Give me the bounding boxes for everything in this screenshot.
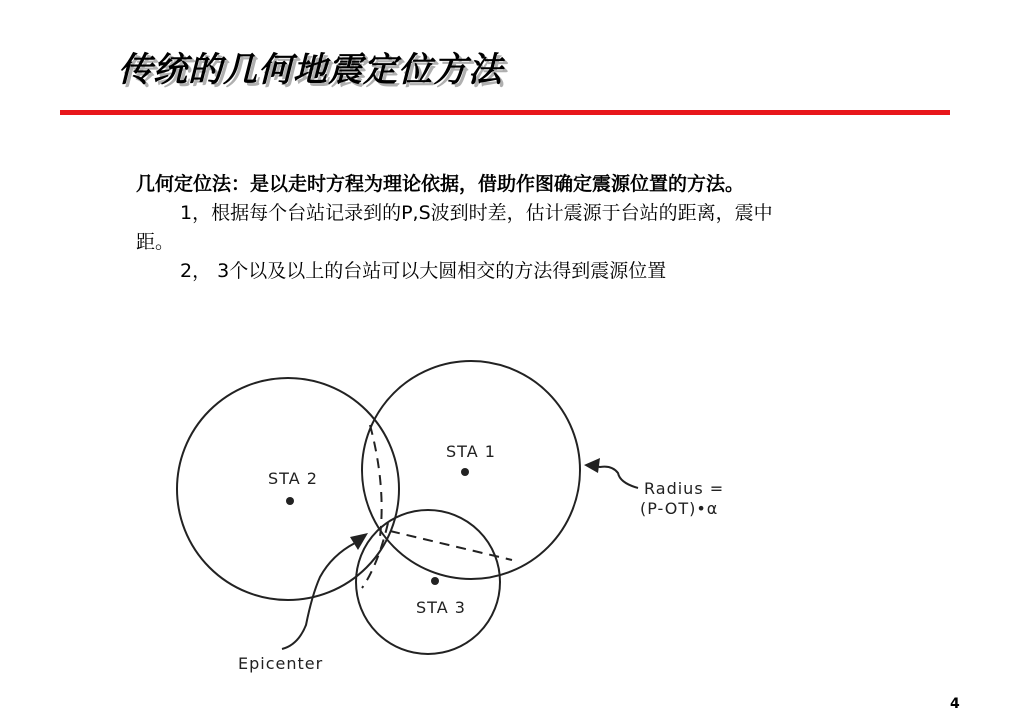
circle-intersection-diagram (150, 355, 790, 695)
page-number: 4 (950, 696, 960, 712)
step-1-paragraph: 1，根据每个台站记录到的P,S波到时差，估计震源于台站的距离，震中距。 (136, 202, 773, 253)
sta3-label: STA 3 (416, 598, 466, 617)
sta1-label: STA 1 (446, 442, 496, 461)
sta2-marker (286, 497, 294, 505)
slide-title: 传统的几何地震定位方法 (118, 50, 503, 90)
epicenter-label: Epicenter (238, 654, 324, 673)
radius-arrowhead (584, 458, 600, 473)
sta3-circle (356, 510, 500, 654)
radius-label-line1: Radius = (644, 479, 725, 498)
body-text (136, 170, 776, 286)
sta1-marker (461, 468, 469, 476)
sta3-marker (431, 577, 439, 585)
sta2-circle (177, 378, 399, 600)
chord-sta1-sta2 (370, 425, 382, 537)
step-2-paragraph: 2， 3个以及以上的台站可以大圆相交的方法得到震源位置 (180, 260, 667, 282)
title-divider (60, 110, 950, 115)
sta2-label: STA 2 (268, 469, 318, 488)
chord-sta1-sta3 (390, 531, 512, 560)
sta1-circle (362, 361, 580, 579)
radius-label-line2: (P-OT)•α (640, 499, 719, 518)
definition-paragraph: 几何定位法：是以走时方程为理论依据，借助作图确定震源位置的方法。 (136, 173, 745, 195)
